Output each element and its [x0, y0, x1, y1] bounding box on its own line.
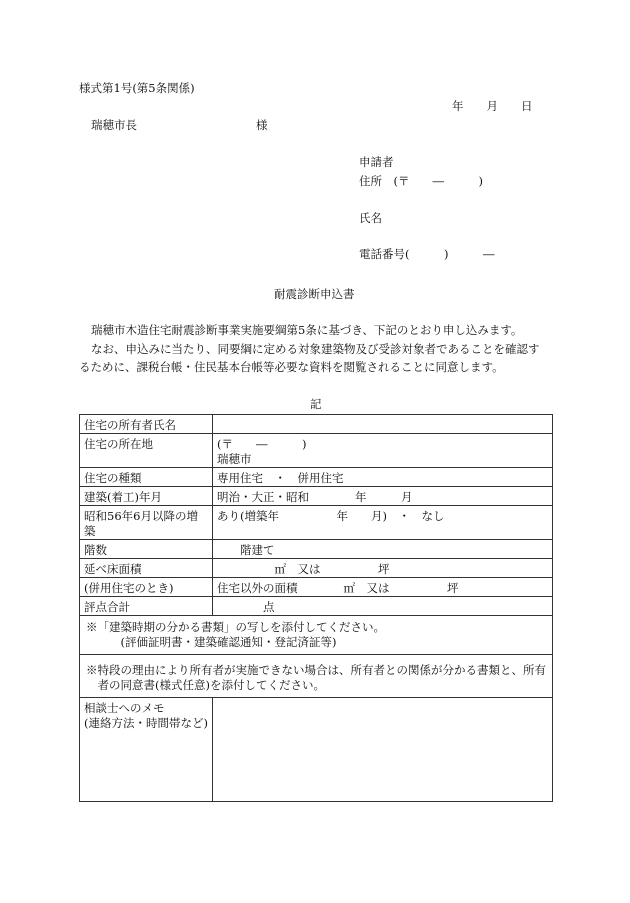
extension-label: 昭和56年6月以降の増築 — [80, 506, 213, 540]
table-row — [80, 698, 553, 802]
table-row — [80, 655, 553, 698]
table-row — [80, 540, 553, 559]
addressee-suffix: 様 — [256, 118, 268, 132]
document-title: 耐震診断申込書 — [274, 287, 355, 301]
date-field: 年 月 日 — [452, 99, 533, 113]
table-row — [80, 506, 553, 540]
memo-label — [80, 698, 213, 802]
floor-area-value: ㎡ 又は 坪 — [213, 559, 553, 578]
floor-area-label: 延べ床面積 — [80, 559, 213, 578]
type-value: 専用住宅 ・ 併用住宅 — [213, 468, 553, 487]
location-field — [213, 434, 553, 468]
note-1-line-2: (評価証明書・建築確認通知・登記済証等) — [120, 635, 337, 649]
applicant-address: 住所 (〒 ― ) — [359, 174, 483, 188]
form-number: 様式第1号(第5条関係) — [79, 81, 195, 95]
body-paragraph-2-line-2: るために、課税台帳・住民基本台帳等必要な資料を閲覧されることに同意します。 — [79, 360, 504, 374]
table-row — [80, 559, 553, 578]
note-1-line-1: ※「建築時期の分かる書類」の写しを添付してください。 — [86, 620, 385, 634]
body-paragraph-2-line-1: なお、申込みに当たり、同要綱に定める対象建築物及び受診対象者であることを確認す — [91, 342, 540, 356]
application-table — [79, 414, 553, 802]
table-row — [80, 578, 553, 597]
mixed-value: 住宅以外の面積 ㎡ 又は 坪 — [213, 578, 553, 597]
floors-value: 階建て — [213, 540, 553, 559]
extension-value: あり(増築年 年 月) ・ なし — [213, 506, 553, 540]
addressee-city: 瑞穂市長 — [91, 118, 137, 132]
table-row — [80, 415, 553, 434]
memo-field — [213, 698, 553, 802]
built-value: 明治・大正・昭和 年 月 — [213, 487, 553, 506]
memo-label-line-2: (連絡方法・時間帯など) — [84, 716, 208, 730]
table-row — [80, 434, 553, 468]
mixed-label: (併用住宅のとき) — [80, 578, 213, 597]
type-label: 住宅の種類 — [80, 468, 213, 487]
table-row — [80, 468, 553, 487]
ki-heading: 記 — [310, 397, 322, 411]
owner-name-field — [213, 415, 553, 434]
floors-label: 階数 — [80, 540, 213, 559]
built-label: 建築(着工)年月 — [80, 487, 213, 506]
applicant-label: 申請者 — [359, 155, 394, 169]
note-building-period — [80, 616, 553, 655]
location-label: 住宅の所在地 — [80, 434, 213, 468]
table-row — [80, 597, 553, 616]
owner-name-label: 住宅の所有者氏名 — [80, 415, 213, 434]
score-label: 評点合計 — [80, 597, 213, 616]
applicant-phone: 電話番号( ) ― — [359, 247, 495, 261]
table-row — [80, 616, 553, 655]
table-row — [80, 487, 553, 506]
note-owner-consent — [80, 655, 553, 698]
score-value: 点 — [213, 597, 553, 616]
memo-label-line-1: 相談士へのメモ — [84, 701, 165, 715]
body-paragraph-1: 瑞穂市木造住宅耐震診断事業実施要綱第5条に基づき、下記のとおり申し込みます。 — [91, 323, 523, 337]
location-city: 瑞穂市 — [217, 452, 252, 466]
applicant-name: 氏名 — [359, 211, 382, 225]
location-postal: (〒 ― ) — [217, 437, 307, 451]
note-2-line-1: ※特段の理由により所有者が実施できない場合は、所有者との関係が分かる書類と、所有 — [86, 663, 546, 677]
note-2-line-2: 者の同意書(様式任意)を添付してください。 — [97, 678, 325, 692]
